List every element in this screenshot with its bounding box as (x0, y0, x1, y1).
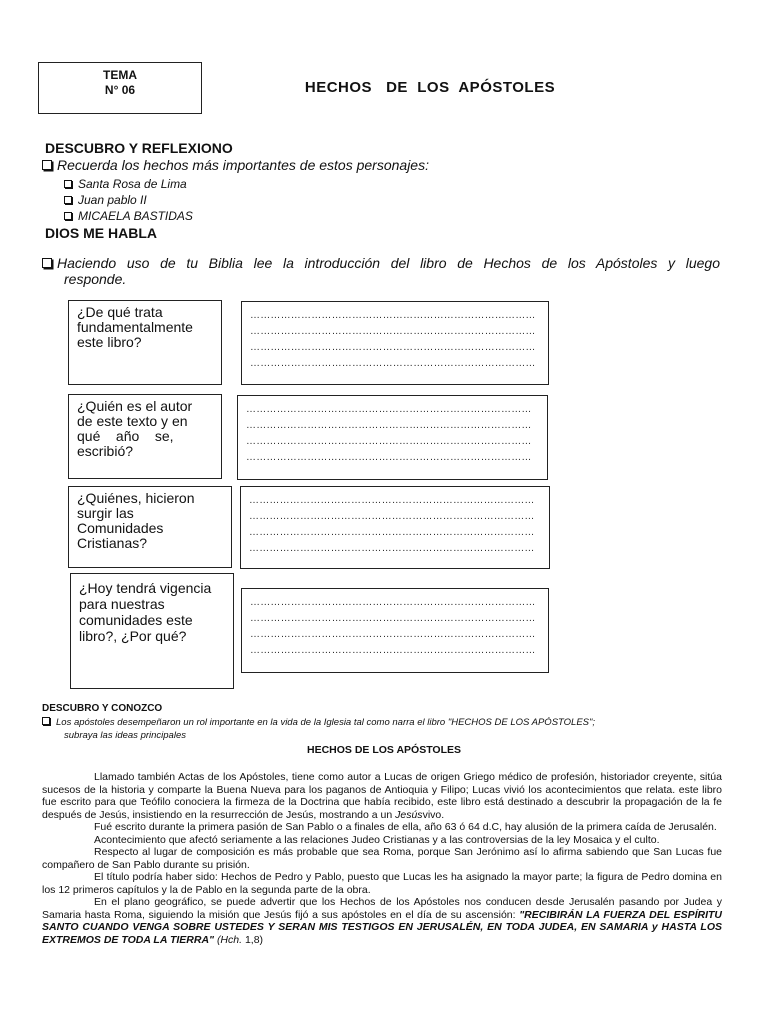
descubro-prompt: Recuerda los hechos más importantes de estos personajes: (42, 157, 429, 173)
checkbox-icon (64, 196, 72, 204)
paragraph: El título podría haber sido: Hechos de Pedro y Pablo, puesto que Lucas les ha asignado la mayor parte; la figura de Pedro domina en los 12 primeros capítulos y la de Pablo en la segunda parte de la obra. (42, 871, 722, 896)
checkbox-icon (64, 212, 72, 220)
checkbox-icon (64, 180, 72, 188)
answer-line: ………………………………………………………………………… (246, 420, 532, 431)
answer-line: ………………………………………………………………………… (249, 527, 535, 538)
answer-line: ………………………………………………………………………… (249, 495, 535, 506)
paragraph: En el plano geográfico, se puede advertir que los Hechos de los Apóstoles nos conducen desde Jerusalén pasando por Judea y Samaria hasta Roma, siguiendo la misión que Jesús fijó a sus apóstoles en el día de su ascensión: "RECIBIRÁN LA FUERZA DEL ESPÍRITU SANTO CUANDO VENGA SOBRE USTEDES Y SERAN MIS TESTIGOS EN JERUSALÉN, EN TODA JUDEA, EN SAMARIA y HASTA LOS EXTREMOS DE TODA LA TIERRA" (Hch. 1,8) (42, 896, 723, 946)
answer-line: ………………………………………………………………………… (250, 358, 536, 369)
section-heading-descubro: DESCUBRO Y REFLEXIONO (45, 140, 233, 156)
answer-line: ………………………………………………………………………… (246, 436, 532, 447)
answer-box-3[interactable] (240, 486, 550, 569)
tema-box (38, 62, 202, 114)
answer-line: ………………………………………………………………………… (246, 404, 532, 415)
paragraph: Llamado también Actas de los Apóstoles, tiene como autor a Lucas de origen Griego médico de profesión, historiador creyente, sitúa sucesos de la historia y comparte la Buena Nueva para los paganos de Antioquia y Filipo; Lucas vivió los acontecimientos que relata. este libro fue escrito para que Teófilo conociera la firmeza de la Doctrina que había recibido, este libro está destinado a descubrir la propagación de la fe después de Jesús, insistiendo en la resurrección de Jesús, mostrando a un Jesúsvivo. (42, 771, 722, 821)
paragraph: Fué escrito durante la primera pasión de San Pablo o a finales de ella, año 63 ó 64 d.C, hay alusión de la primera caída de Jerusalén. (94, 821, 717, 833)
tema-number: N° 06 (104, 83, 136, 97)
checkbox-icon (42, 160, 52, 170)
paragraph: Acontecimiento que afectó seriamente a las relaciones Judeo Cristianas y a las controversias de la ley Mosaica y el culto. (94, 833, 660, 846)
answer-line: ………………………………………………………………………… (250, 310, 536, 321)
checkbox-icon (42, 258, 52, 268)
answer-line: ………………………………………………………………………… (250, 629, 536, 640)
answer-box-1[interactable] (241, 301, 549, 385)
answer-box-4[interactable] (241, 588, 549, 673)
answer-box-2[interactable] (237, 395, 548, 480)
list-item: Juan pablo II (64, 193, 147, 207)
answer-line: ………………………………………………………………………… (250, 326, 536, 337)
conozco-instruction: Los apóstoles desempeñaron un rol importante en la vida de la Iglesia tal como narra el libro "HECHOS DE LOS APÓSTOLES"; subraya las ideas principales (42, 717, 722, 742)
question-box-2: ¿Quién es el autor de este texto y en qué año se, escribió? (68, 394, 222, 479)
reading-title: HECHOS DE LOS APÓSTOLES (306, 744, 462, 756)
paragraph: Respecto al lugar de composición es más probable que sea Roma, porque San Jerónimo así lo afirma sabiendo que San Lucas fue compañero de San Pablo durante su prisión. (42, 846, 722, 871)
question-box-1: ¿De qué trata fundamentalmente este libro? (68, 300, 222, 385)
answer-line: ………………………………………………………………………… (250, 613, 536, 624)
answer-line: ………………………………………………………………………… (249, 543, 535, 554)
answer-line: ………………………………………………………………………… (249, 511, 535, 522)
list-item: Santa Rosa de Lima (64, 177, 187, 191)
section-heading-conozco: DESCUBRO Y CONOZCO (42, 703, 163, 714)
answer-line: ………………………………………………………………………… (250, 597, 536, 608)
dios-instruction: Haciendo uso de tu Biblia lee la introducción del libro de Hechos de los Apóstoles y luego responde. (42, 255, 720, 287)
section-heading-dios: DIOS ME HABLA (45, 225, 157, 241)
page-title: HECHOS DE LOS APÓSTOLES (304, 79, 556, 96)
tema-label: TEMA (103, 68, 137, 82)
question-box-3: ¿Quiénes, hicieron surgir las Comunidades Cristianas? (68, 486, 232, 568)
checkbox-icon (42, 717, 50, 725)
question-box-4: ¿Hoy tendrá vigencia para nuestras comunidades este libro?, ¿Por qué? (70, 573, 234, 689)
list-item: MICAELA BASTIDAS (64, 209, 193, 223)
answer-line: ………………………………………………………………………… (250, 645, 536, 656)
reading-text (42, 771, 722, 946)
answer-line: ………………………………………………………………………… (246, 452, 532, 463)
answer-line: ………………………………………………………………………… (250, 342, 536, 353)
